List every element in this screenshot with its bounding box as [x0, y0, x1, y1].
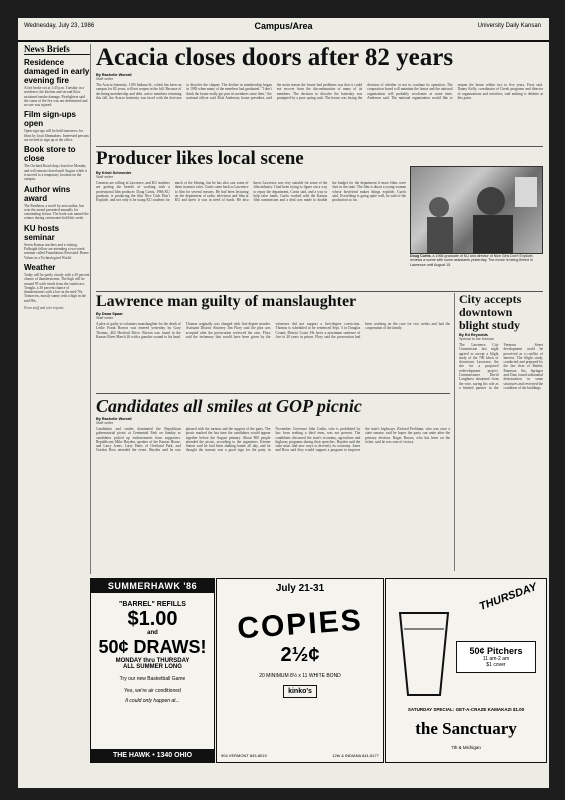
sanctuary-deal: 50¢ Pitchers: [469, 646, 523, 656]
brief-headline: Residence damaged in early evening fire: [24, 58, 90, 85]
summerhawk-tagline: It could only happen at...: [125, 698, 180, 704]
lawrence-body: A plea of guilty to voluntary manslaughter for the death of Leslie Frank Borron was entered yesterday by Gary Thomas, 402 Hertford Drive. Borron was found in the Kansas River March 26 with a gunshot wound to his head. Thomas originally was charged with first-degree murder. Assistant District Attorney Jim Flory said the plea was accepted after the prosecution reviewed the case. Flory said the testimony that would have been given by the witnesses did not support a first-degree conviction. Thomas is scheduled to be sentenced Sept. 5 in Douglas County District Court. He faces a maximum sentence of five to 20 years in prison. Flory said the prosecution had been working on the case for two weeks and had the cooperation of the family.: [96, 322, 450, 339]
news-briefs-title: News Briefs: [24, 44, 90, 55]
city-story: [454, 293, 543, 571]
copies-word: COPIES: [236, 603, 364, 646]
brief-text: The Pantheon, a novel by area author, has won the award presented annually for outstanding fiction. The book was named the winner during ceremonies held this week.: [24, 203, 89, 221]
summerhawk-game-note: Try our new Basketball Game: [119, 676, 186, 682]
photo-placeholder-icon: [411, 167, 542, 253]
summerhawk-days: MONDAY thru THURSDAY: [115, 658, 190, 664]
summerhawk-title: SUMMERHAWK '86: [91, 579, 214, 593]
newspaper-page: [18, 18, 549, 788]
summerhawk-season: ALL SUMMER LONG: [123, 664, 182, 670]
lawrence-story: [96, 293, 450, 391]
candidates-body: Candidates and smiles dominated the Republican gubernatorial picnic at Centennial Park on Sunday as candidates picked up endorsements from supporters. Republicans Mike Hayden, speaker of the Kansas House, and Larry Jones, Larry Harts of Overland Park, and Gordon Ross attended the event. Hayden said he was pleased with the turnout and the support of the party. The picnic marked the last time the candidates would appear together before the August primary. About 800 people attended the picnic, according to the organizers. Keener Sutton said he had been shaking hands all day, and he thought the turnout was a good sign for the party in November. Governor John Carlin, who is prohibited by law from seeking a third term, was not present. The candidates discussed the state's economy, agriculture and highway programs during their speeches. Hayden said the state must find new ways to diversify its economy. Jones and Ross said they would support a program to improve the state's highways. Richard Peckham, who was once a state senator, said he hopes the party can unite after the primary election. Roger Brown, who has been on the ticket, said he was sure of victory.: [96, 427, 450, 453]
producer-body: Cameras are rolling in Lawrence, and KU students are getting the benefit of working with a professional film producer. Doug Curtis, 1966 KU graduate, is producing the film Nice Girls Don't Explode, and not only is he using KU students for much of the filming, but he has also cast some of them in minor roles. Curtis came back to Lawrence to film for several reasons. He had been lecturing on the department of radio, television and film at KU and knew it was in need of funds. He also knew Lawrence was very suitable for some of the film industry. I had been trying to figure out a way to repay the department, Curtis said, and a way to help raise funds. Curtis worked with the Kansas film commission and a deal was made to double the budget for the department if more films were shot in the state. The film is about a young woman whose boyfriend makes things explode, Curtis said. Everything is going quite well, he said of the production so far.: [96, 181, 406, 203]
summerhawk-ad: [90, 578, 215, 763]
caption-text: , a 1966 graduate of KU and director of Nice Girls Don't Explode, reviews a scene with some assistants yesterday. The movie is being filmed in Lawrence until August 15.: [410, 254, 534, 267]
sanctuary-address: 7th & Michigan: [451, 745, 481, 750]
brief-item: [24, 263, 90, 303]
brief-text: A fire broke out at 1:45 p.m. Tuesday in a residence; the kitchen and second floor sustained smoke damage. Firefighters said the cause of the fire was not determined and no one was injured.: [24, 86, 88, 108]
sanctuary-name: the Sanctuary: [415, 719, 517, 738]
producer-headline: Producer likes local scene: [96, 148, 304, 169]
summerhawk-price-refill: $1.00: [127, 608, 178, 630]
section-rule: [96, 291, 543, 292]
acacia-story: [96, 44, 543, 144]
candidates-story: [96, 396, 450, 572]
sanctuary-ad: [385, 578, 547, 763]
header-date: Wednesday, July 23, 1986: [24, 23, 95, 29]
summerhawk-refills: "BARREL" REFILLS: [119, 601, 186, 608]
producer-byline: By Kristi Schroeder: [96, 171, 132, 175]
photo-caption: [410, 254, 541, 267]
brief-headline: Author wins award: [24, 184, 71, 203]
lawrence-byline-role: Staff writer: [96, 316, 114, 320]
city-byline: By Ed Reynolds: [459, 333, 488, 337]
briefs-footer: From staff and wire reports: [24, 306, 64, 311]
summerhawk-and: and: [147, 630, 158, 636]
candidates-byline: By Rachelle Worrall: [96, 417, 132, 421]
producer-byline-role: Staff writer: [96, 175, 114, 179]
brief-headline: Weather: [24, 262, 56, 272]
summerhawk-air: Yes, we're air conditioned: [124, 688, 181, 694]
summerhawk-price-draws: 50¢ DRAWS!: [98, 637, 207, 657]
lawrence-headline: Lawrence man guilty of manslaughter: [96, 293, 357, 310]
film-set-photo: [410, 166, 543, 254]
sanctuary-deal-box: [456, 641, 536, 673]
brief-text: Seven Kansas teachers and a visiting Fulbright fellow are attending a two-week seminar called Foundations Revisited: Home Values in a Technological World.: [24, 242, 89, 260]
sanctuary-time: 11 am-2 am: [482, 656, 510, 662]
copies-footer: [221, 753, 379, 758]
copies-ad: [216, 578, 384, 763]
brief-headline: KU hosts seminar: [24, 223, 60, 242]
acacia-byline-role: Staff writer: [96, 77, 114, 81]
news-briefs-column: [24, 44, 91, 574]
brief-headline: Film sign-ups open: [24, 110, 76, 129]
copies-address-right: 12th & INDIANA 841-8177: [332, 753, 379, 758]
acacia-byline: By Rachelle Worrall: [96, 73, 132, 77]
brief-text: Open sign-ups will be held tomorrow for films by local filmmakers. Interested persons are invited to sign up at the office.: [24, 129, 89, 143]
sanctuary-day: THURSDAY: [477, 581, 539, 613]
brief-text: Today will be partly cloudy with a 30 percent chance of thunderstorms. The high will be around 95 with winds from the southwest. Tonight, a 30 percent chance of thunderstorms with a low in the mid-70s. Tomorrow, mostly sunny with a high in the mid-90s.: [24, 272, 90, 303]
brief-item: [24, 185, 90, 221]
city-byline-role: Special to the Kansan: [459, 337, 494, 341]
caption-name: Doug Curtis: [410, 254, 431, 258]
copies-address-left: 904 VERMONT 843-8019: [221, 753, 267, 758]
summerhawk-footer: THE HAWK • 1340 OHIO: [91, 749, 214, 762]
copies-fine-print: 20 MINIMUM 8½ x 11 WHITE BOND: [259, 673, 341, 679]
section-rule: [96, 393, 450, 394]
brief-item: [24, 110, 90, 142]
glass-icon: [394, 609, 454, 699]
sanctuary-special: SATURDAY SPECIAL: GET-A-CRAZE KAMAKAZI $1.00: [407, 707, 525, 712]
candidates-headline: Candidates all smiles at GOP picnic: [96, 396, 362, 416]
brief-headline: Book store to close: [24, 145, 76, 164]
brief-item: [24, 58, 90, 107]
brief-text: The Orchard Road shop closed on Monday and will remain closed until August while it is moved to a temporary location on the campus.: [24, 164, 87, 182]
city-headline: City accepts downtown blight study: [459, 293, 522, 332]
acacia-body: The Acacia fraternity, 1100 Indiana St., which has been on campus for 82 years, will not reopen in the fall. Because of declining membership and debt, active members returning this fall, the Acacia fraternity was faced with the decision to dissolve the chapter. The decline in membership began in 1983 when many of the members had graduated. "I don't think the house really got past its members since then," the national officer said. Rick Anderson, house president, said the main reason the house had problems was that it could not recover from the discontinuation of many of its members. The decision to dissolve the fraternity was prompted by a poor spring rush. The house was facing the decision of whether or not to continue its operation. The corporation board will maintain the house and the national organization will probably recolonize at some time, Anderson said. The national organization would like to reopen the house within two to five years, Frost said. Danny Kelly, coordinator of Greek programs and director of organizations and activities, said nothing is definite at this point.: [96, 83, 543, 100]
header-section: Campus/Area: [254, 21, 313, 31]
brief-item: [24, 224, 90, 260]
brief-item: [24, 145, 90, 181]
copies-logo: kinko's: [283, 685, 317, 698]
candidates-byline-role: Staff writer: [96, 421, 114, 425]
page-header: [18, 18, 549, 42]
lawrence-byline: By Dana Spaar: [96, 312, 123, 316]
sanctuary-cover: $1 cover: [486, 662, 506, 668]
header-paper: University Daily Kansan: [477, 23, 541, 29]
copies-price: 2½¢: [280, 644, 320, 666]
acacia-headline: Acacia closes doors after 82 years: [96, 44, 454, 71]
city-body: The Lawrence City Commission last night agreed to accept a blight study of the 700 block of downtown Lawrence, the site for a proposed redevelopment project. Commissioner David Longhurst abstained from the vote, saying his role as a limited partner in the Vermont Street development could be perceived as a conflict of interest. The blight study, conducted and prepared by the law firm of Barber, Emerson, Six, Springer and Zinn, found substantial deterioration in some structures and reviewed the condition of the buildings.: [459, 343, 543, 390]
section-rule: [96, 146, 543, 147]
copies-dates: July 21-31: [275, 583, 325, 594]
